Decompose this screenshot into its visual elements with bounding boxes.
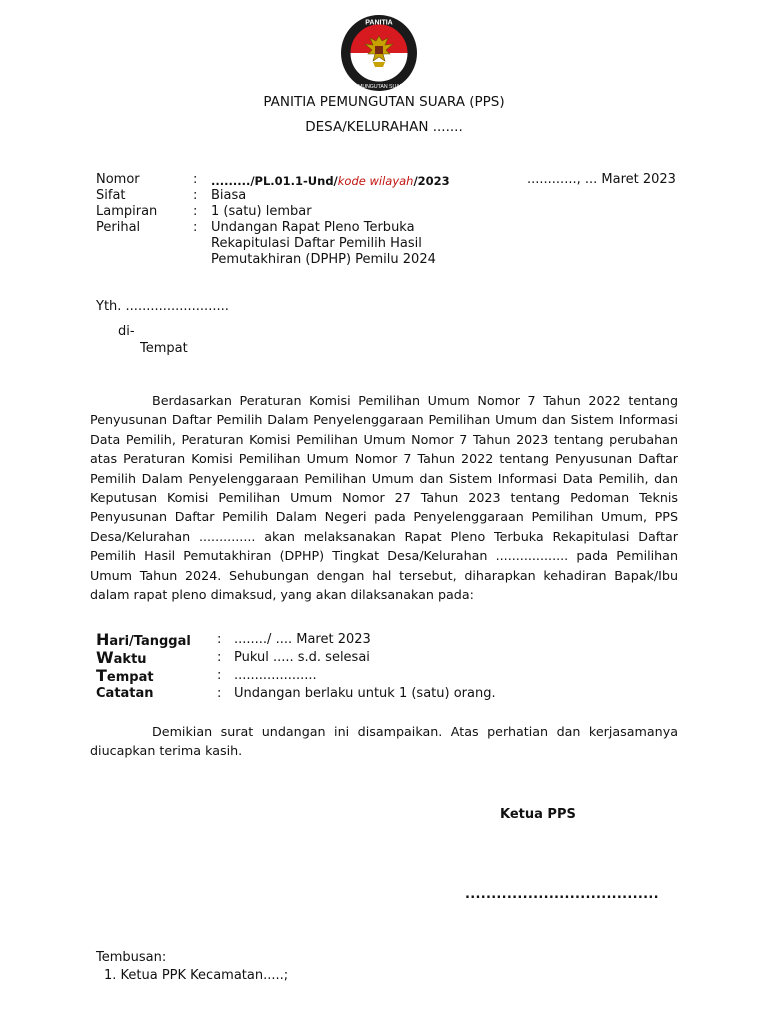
waktu-rest: aktu (113, 652, 147, 667)
recipient-yth: Yth. ......................... (96, 299, 229, 314)
tempat-value: .................... (234, 668, 317, 683)
closing-paragraph: Demikian surat undangan ini disampaikan. Atas perhatian dan kerjasamanya diucapkan terima kasih. (90, 724, 678, 759)
tempat-label (96, 666, 154, 685)
nomor-kode-wilayah: kode wilayah (337, 174, 414, 188)
perihal-line-2: Rekapitulasi Daftar Pemilih Hasil (211, 236, 422, 251)
waktu-label (96, 648, 147, 667)
hari-rest: ari/Tanggal (109, 634, 191, 649)
letter-date: ............, ... Maret 2023 (527, 172, 676, 187)
tembusan-item: 1. Ketua PPK Kecamatan.....; (104, 968, 289, 983)
tempat-rest: empat (106, 670, 154, 685)
catatan-value: Undangan berlaku untuk 1 (satu) orang. (234, 686, 496, 701)
sifat-colon: : (193, 188, 198, 203)
tempat-first-letter: T (96, 666, 107, 685)
lampiran-value: 1 (satu) lembar (211, 204, 312, 219)
waktu-first-letter: W (96, 648, 114, 667)
tembusan-label: Tembusan: (96, 950, 167, 965)
nomor-suffix: /2023 (413, 174, 450, 188)
nomor-value (211, 174, 450, 188)
hari-first-letter: H (96, 630, 110, 649)
lampiran-label: Lampiran (96, 204, 158, 219)
waktu-colon: : (217, 650, 222, 665)
kpu-pps-logo (340, 14, 418, 92)
waktu-value: Pukul ..... s.d. selesai (234, 650, 370, 665)
perihal-label: Perihal (96, 220, 141, 235)
logo-top-text: PANITIA (365, 19, 393, 27)
perihal-colon: : (193, 220, 198, 235)
header-line-1: PANITIA PEMUNGUTAN SUARA (PPS) (263, 94, 505, 110)
logo-bottom-text: PEMUNGUTAN SUARA (351, 84, 407, 90)
signature-name-placeholder: ..................................... (465, 887, 659, 902)
sifat-value: Biasa (211, 188, 247, 203)
hari-tanggal-label (96, 630, 191, 649)
body-paragraph: Berdasarkan Peraturan Komisi Pemilihan Umum Nomor 7 Tahun 2022 tentang Penyusunan Daftar Pemilih Dalam Penyelenggaraan Pemilihan Umum dan Sistem Informasi Data Pemilih, Peraturan Komisi Pemilihan Umum Nomor 7 Tahun 2023 tentang perubahan atas Peraturan Komisi Pemilihan Umum Nomor 7 Tahun 2022 tentang Penyusunan Daftar Pemilih Dalam Penyelenggaraan Pemilihan Umum dan Sistem Informasi Data Pemilih, dan Keputusan Komisi Pemilihan Umum Nomor 27 Tahun 2023 tentang Pedoman Teknis Penyusunan Daftar Pemilih Dalam Negeri pada Penyelenggaraan Pemilihan Umum, PPS Desa/Kelurahan .............. akan melaksanakan Rapat Pleno Terbuka Rekapitulasi Daftar Pemilih Hasil Pemutakhiran (DPHP) Tingkat Desa/Kelurahan .................. pada Pemilihan Umum Tahun 2024. Sehubungan dengan hal tersebut, diharapkan kehadiran Bapak/Ibu dalam rapat pleno dimaksud, yang akan dilaksanakan pada: (90, 393, 678, 603)
sifat-label: Sifat (96, 188, 126, 203)
hari-colon: : (217, 632, 222, 647)
perihal-line-1: Undangan Rapat Pleno Terbuka (211, 220, 415, 235)
nomor-prefix: ........./PL.01.1-Und/ (211, 174, 338, 188)
recipient-tempat: Tempat (140, 341, 188, 356)
lampiran-colon: : (193, 204, 198, 219)
recipient-di: di- (118, 324, 135, 339)
perihal-line-3: Pemutakhiran (DPHP) Pemilu 2024 (211, 252, 436, 267)
tempat-colon: : (217, 668, 222, 683)
header-line-2: DESA/KELURAHAN ....... (305, 119, 463, 135)
catatan-colon: : (217, 686, 222, 701)
hari-value: ......../ .... Maret 2023 (234, 632, 371, 647)
catatan-label: Catatan (96, 686, 154, 701)
nomor-colon: : (193, 172, 198, 187)
nomor-label: Nomor (96, 172, 140, 187)
signature-title: Ketua PPS (500, 807, 576, 822)
